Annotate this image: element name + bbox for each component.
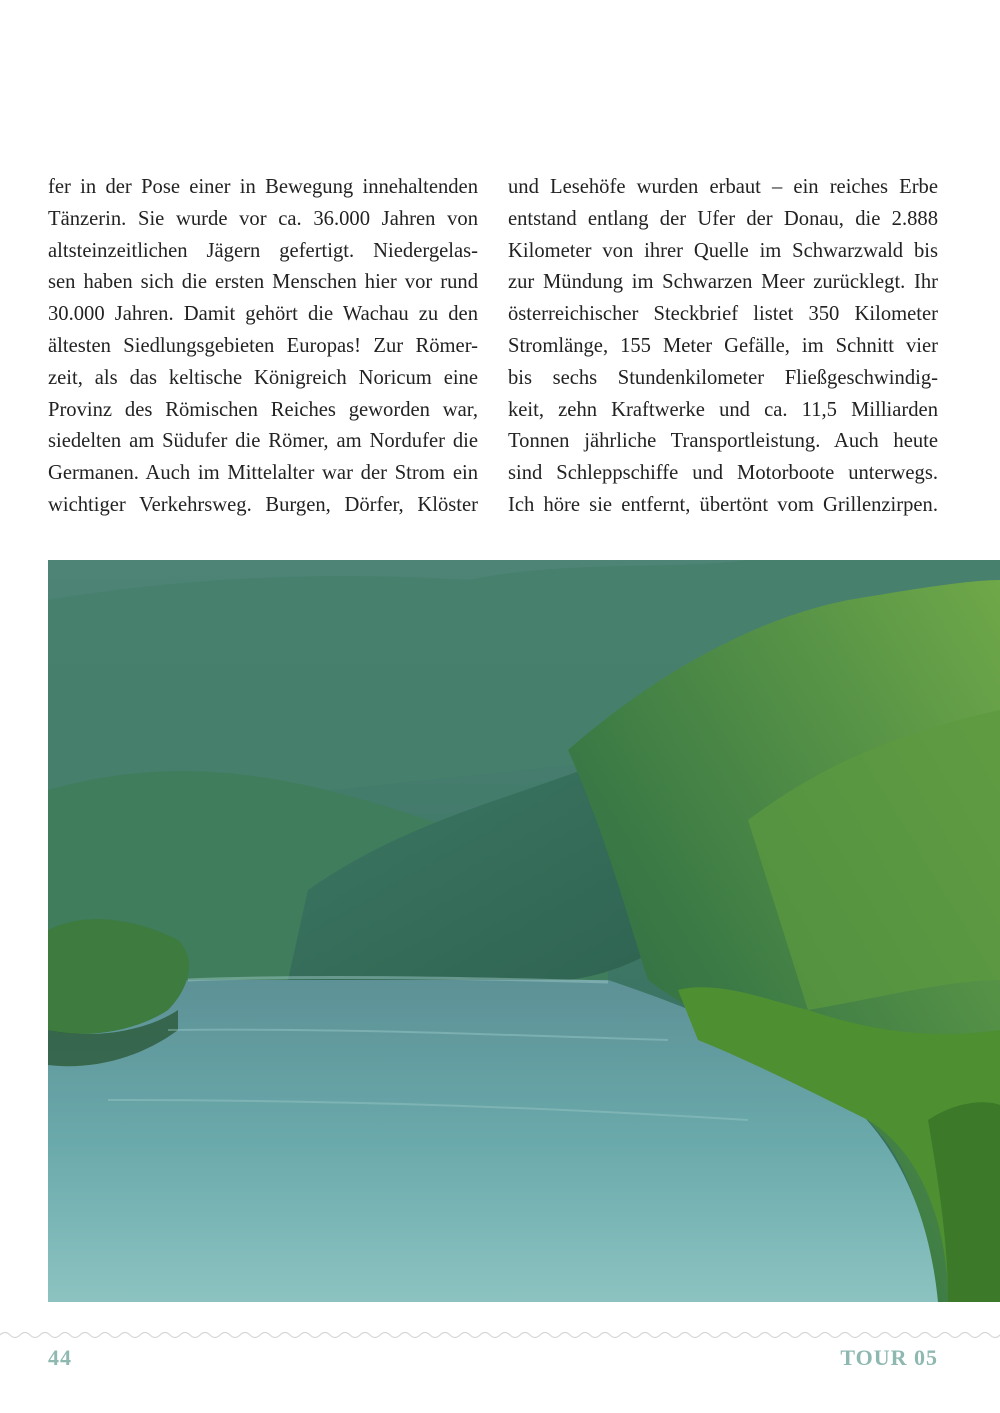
- text-line: sind Schleppschiffe und Motorboote unterwegs.: [508, 462, 938, 485]
- text-line: bis sechs Stundenkilometer Fließgeschwindig-: [508, 366, 938, 389]
- danube-landscape-photo: [48, 560, 1000, 1302]
- section-label: TOUR 05: [840, 1345, 938, 1370]
- footer-wavy-divider: [0, 1328, 1000, 1342]
- text-line: Tänzerin. Sie wurde vor ca. 36.000 Jahren von: [48, 207, 478, 230]
- text-line: Tonnen jährliche Transportleistung. Auch heute: [508, 430, 938, 453]
- text-line: ältesten Siedlungsgebieten Europas! Zur Römer-: [48, 334, 478, 357]
- right-text-column: [508, 172, 938, 522]
- text-line: und Lesehöfe wurden erbaut – ein reiches Erbe: [508, 176, 938, 198]
- text-line: 30.000 Jahren. Damit gehört die Wachau zu den: [48, 303, 478, 326]
- text-line: Provinz des Römischen Reiches geworden war,: [48, 398, 478, 421]
- text-line: zur Mündung im Schwarzen Meer zurücklegt. Ihr: [508, 271, 938, 294]
- text-line: Germanen. Auch im Mittelalter war der Strom ein: [48, 462, 478, 485]
- text-line: fer in der Pose einer in Bewegung innehaltenden: [48, 176, 478, 198]
- text-line: wichtiger Verkehrsweg. Burgen, Dörfer, Klöster: [48, 493, 478, 516]
- text-line: österreichischer Steckbrief listet 350 Kilometer: [508, 303, 938, 326]
- text-line: zeit, als das keltische Königreich Noricum eine: [48, 366, 478, 389]
- left-text-column: [48, 172, 478, 522]
- text-line: Ich höre sie entfernt, übertönt vom Grillenzirpen.: [508, 493, 938, 516]
- text-line: Kilometer von ihrer Quelle im Schwarzwald bis: [508, 239, 938, 262]
- page-number: 44: [48, 1345, 72, 1370]
- text-line: keit, zehn Kraftwerke und ca. 11,5 Milliarden: [508, 398, 938, 421]
- text-line: entstand entlang der Ufer der Donau, die 2.888: [508, 207, 938, 230]
- text-line: altsteinzeitlichen Jägern gefertigt. Niedergelas-: [48, 239, 478, 262]
- text-line: siedelten am Südufer die Römer, am Nordufer die: [48, 430, 478, 453]
- text-line: sen haben sich die ersten Menschen hier vor rund: [48, 271, 478, 294]
- text-line: Stromlänge, 155 Meter Gefälle, im Schnitt vier: [508, 334, 938, 357]
